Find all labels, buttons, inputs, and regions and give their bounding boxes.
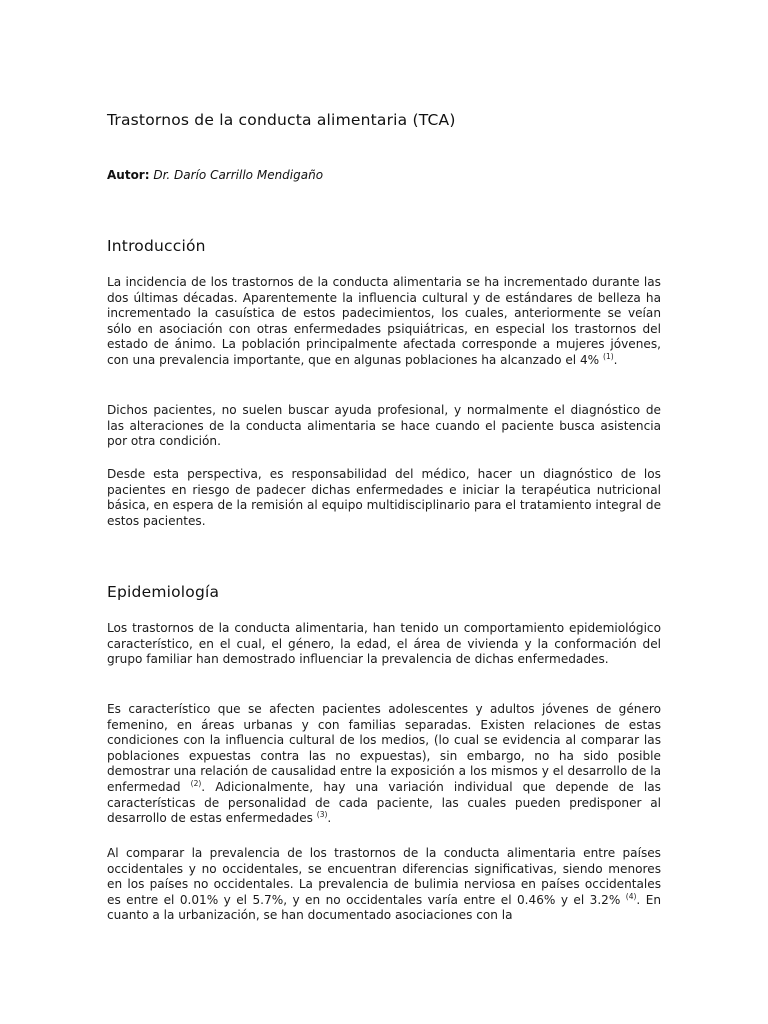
intro-paragraph-3: Desde esta perspectiva, es responsabilidad del médico, hacer un diagnóstico de los pacientes en riesgo de padecer dichas enfermedades e iniciar la terapéutica nutricional básica, en espera de la remisión al equipo multidisciplinario para el tratamiento integral de estos pacientes. bbox=[107, 467, 662, 528]
intro-paragraph-1 bbox=[107, 275, 661, 369]
epi-paragraph-2 bbox=[107, 702, 661, 827]
reference-marker: (3) bbox=[316, 810, 328, 820]
author-line bbox=[107, 168, 323, 182]
reference-marker: (4) bbox=[625, 891, 637, 901]
intro-paragraph-1-tail: . bbox=[613, 352, 618, 367]
epi-paragraph-2-tail: . bbox=[327, 811, 332, 826]
reference-marker: (1) bbox=[603, 351, 614, 361]
epi-paragraph-3-text-cont: . En cuanto a la urbanización, se han documentado asociaciones con la bbox=[107, 892, 661, 923]
epi-paragraph-1: Los trastornos de la conducta alimentaria, han tenido un comportamiento epidemiológico característico, en el cual, el género, la edad, el área de vivienda y la conformación del grupo familiar han demostrado influenciar la prevalencia de dichas enfermedades. bbox=[107, 621, 661, 667]
author-name: Dr. Darío Carrillo Mendigaño bbox=[153, 168, 324, 182]
intro-paragraph-2: Dichos pacientes, no suelen buscar ayuda profesional, y normalmente el diagnóstico de las alteraciones de la conducta alimentaria se hace cuando el paciente busca asistencia por otra condición. bbox=[107, 403, 661, 449]
epi-paragraph-2-text-cont: . Adicionalmente, hay una variación individual que depende de las características de personalidad de cada paciente, las cuales pueden predisponer al desarrollo de estas enfermedades bbox=[107, 779, 661, 826]
intro-paragraph-1-text: La incidencia de los trastornos de la conducta alimentaria se ha incrementado durante las dos últimas décadas. Aparentemente la influencia cultural y de estándares de belleza ha incrementado la casuística de estos padecimientos, los cuales, anteriormente se veían sólo en asociación con otras enfermedades psiquiátricas, en especial los trastornos del estado de ánimo. La población principalmente afectada corresponde a mujeres jóvenes, con una prevalencia importante, que en algunas poblaciones ha alcanzado el 4% bbox=[107, 275, 661, 367]
author-label: Autor: bbox=[107, 168, 150, 182]
section-heading-epidemiologia: Epidemiología bbox=[107, 583, 220, 601]
document-title: Trastornos de la conducta alimentaria (TCA) bbox=[107, 111, 456, 129]
reference-marker: (2) bbox=[190, 778, 202, 788]
epi-paragraph-3-text: Al comparar la prevalencia de los trastornos de la conducta alimentaria entre países occidentales y no occidentales, se encuentran diferencias significativas, siendo menores en los países no occidentales. La prevalencia de bulimia nerviosa en países occidentales es entre el 0.01% y el 5.7%, y en no occidentales varía entre el 0.46% y el 3.2% bbox=[107, 846, 661, 907]
section-heading-introduccion: Introducción bbox=[107, 237, 206, 255]
epi-paragraph-3 bbox=[107, 846, 661, 924]
epi-paragraph-2-text: Es característico que se afecten pacientes adolescentes y adultos jóvenes de género femenino, en áreas urbanas y con familias separadas. Existen relaciones de estas condiciones con la influencia cultural de los medios, (lo cual se evidencia al comparar las poblaciones expuestas contra las no expuestas), sin embargo, no ha sido posible demostrar una relación de causalidad entre la exposición a los mismos y el desarrollo de la enfermedad bbox=[107, 702, 661, 794]
